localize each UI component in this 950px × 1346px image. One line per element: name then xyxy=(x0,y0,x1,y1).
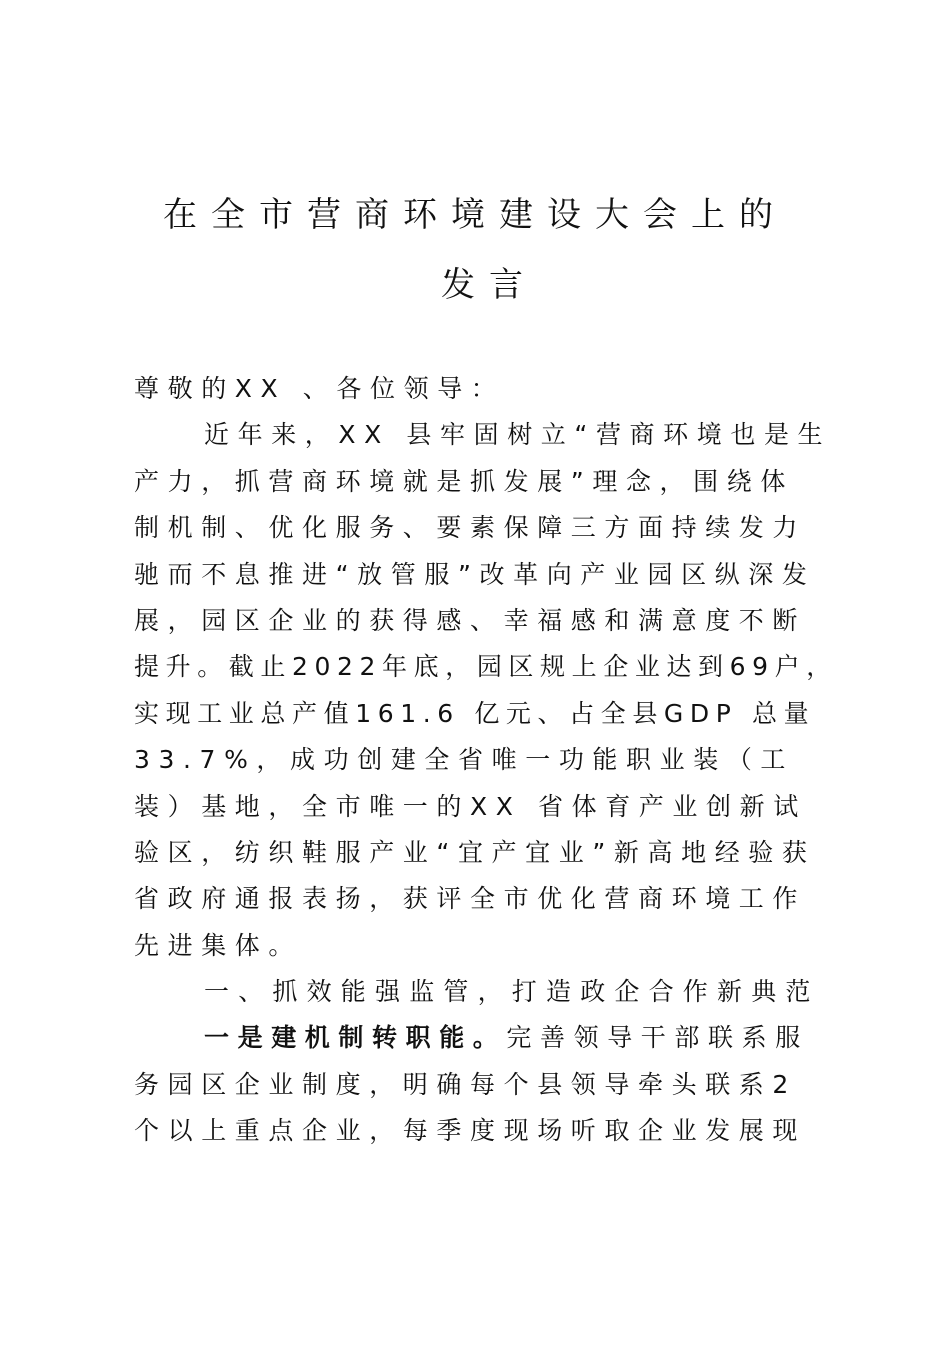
subsection-1-first-line xyxy=(204,1025,824,1050)
paragraph-1-line-7: 实现工业总产值161.6 亿元、占全县GDP 总量 xyxy=(134,699,816,728)
paragraph-1-line-2: 产力，抓营商环境就是抓发展”理念，围绕体 xyxy=(134,467,794,496)
paragraph-1-line-11: 省政府通报表扬，获评全市优化营商环境工作 xyxy=(134,884,807,913)
subsection-1-lead: 一是建机制转职能。 xyxy=(204,1023,507,1052)
paragraph-1-line-4: 驰而不息推进“放管服”改革向产业园区纵深发 xyxy=(134,560,816,589)
paragraph-1-line-5: 展，园区企业的获得感、幸福感和满意度不断 xyxy=(134,606,807,635)
paragraph-1-line-12: 先进集体。 xyxy=(134,931,303,960)
paragraph-1-line-1: 近年来，XX 县牢固树立“营商环境也是生 xyxy=(204,420,832,449)
document-title-line-2: 发言 xyxy=(441,265,537,305)
subsection-1-first-line-text: 完善领导干部联系服 xyxy=(506,1023,809,1052)
paragraph-1-line-9: 装）基地，全市唯一的XX 省体育产业创新试 xyxy=(134,792,807,821)
paragraph-1-line-3: 制机制、优化服务、要素保障三方面持续发力 xyxy=(134,513,807,542)
paragraph-2-line-1: 务园区企业制度，明确每个县领导牵头联系2 xyxy=(134,1070,797,1099)
paragraph-1-line-6: 提升。截止2022年底，园区规上企业达到69户， xyxy=(134,652,838,681)
document-title-line-1: 在全市营商环境建设大会上的 xyxy=(163,195,787,235)
paragraph-2-line-2: 个以上重点企业，每季度现场听取企业发展现 xyxy=(134,1116,807,1145)
salutation: 尊敬的XX 、各位领导： xyxy=(134,374,505,403)
section-heading-1: 一、抓效能强监管，打造政企合作新典范 xyxy=(204,977,820,1006)
paragraph-1-line-8: 33.7%，成功创建全省唯一功能职业装（工 xyxy=(134,745,795,774)
paragraph-1-line-10: 验区，纺织鞋服产业“宜产宜业”新高地经验获 xyxy=(134,838,816,867)
